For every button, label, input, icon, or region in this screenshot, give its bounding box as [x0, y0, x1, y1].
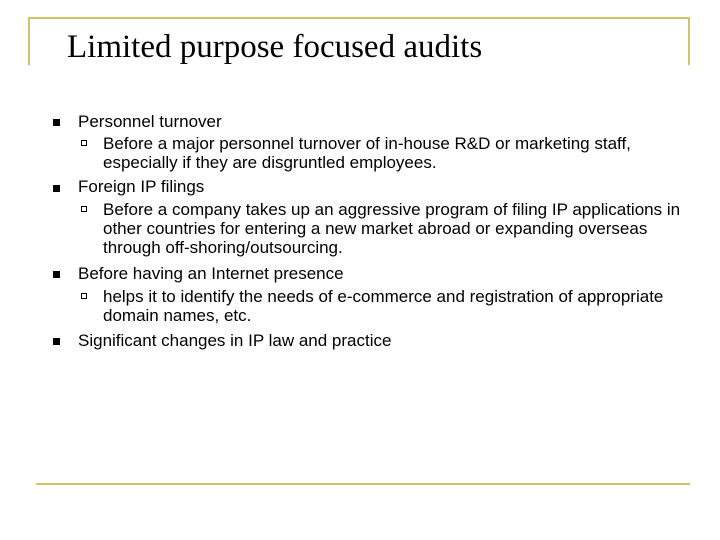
- sub-item-personnel-turnover: Before a major personnel turnover of in-house R&D or marketing staff, especially if they are disgruntled employees.: [103, 134, 631, 172]
- bullet-item-internet-presence: Before having an Internet presence: [78, 264, 344, 283]
- square-bullet-icon: [53, 185, 60, 192]
- hollow-square-bullet-icon: [81, 293, 87, 299]
- square-bullet-icon: [53, 271, 60, 278]
- right-rule: [688, 17, 690, 65]
- hollow-square-bullet-icon: [81, 206, 87, 212]
- bullet-item-personnel-turnover: Personnel turnover: [78, 112, 222, 131]
- hollow-square-bullet-icon: [81, 140, 87, 146]
- bottom-rule: [36, 483, 690, 485]
- square-bullet-icon: [53, 338, 60, 345]
- slide-title: Limited purpose focused audits: [67, 29, 483, 65]
- bullet-item-ip-law-changes: Significant changes in IP law and practice: [78, 331, 392, 350]
- left-rule: [28, 17, 30, 65]
- sub-item-foreign-ip-filings: Before a company takes up an aggressive program of filing IP applications in other countries for entering a new market abroad or expanding overseas through off-shoring/outsourcing.: [103, 200, 681, 257]
- square-bullet-icon: [53, 119, 60, 126]
- top-rule: [28, 17, 690, 19]
- sub-item-internet-presence: helps it to identify the needs of e-commerce and registration of appropriate domain names, etc.: [103, 287, 664, 325]
- bullet-item-foreign-ip-filings: Foreign IP filings: [78, 177, 205, 196]
